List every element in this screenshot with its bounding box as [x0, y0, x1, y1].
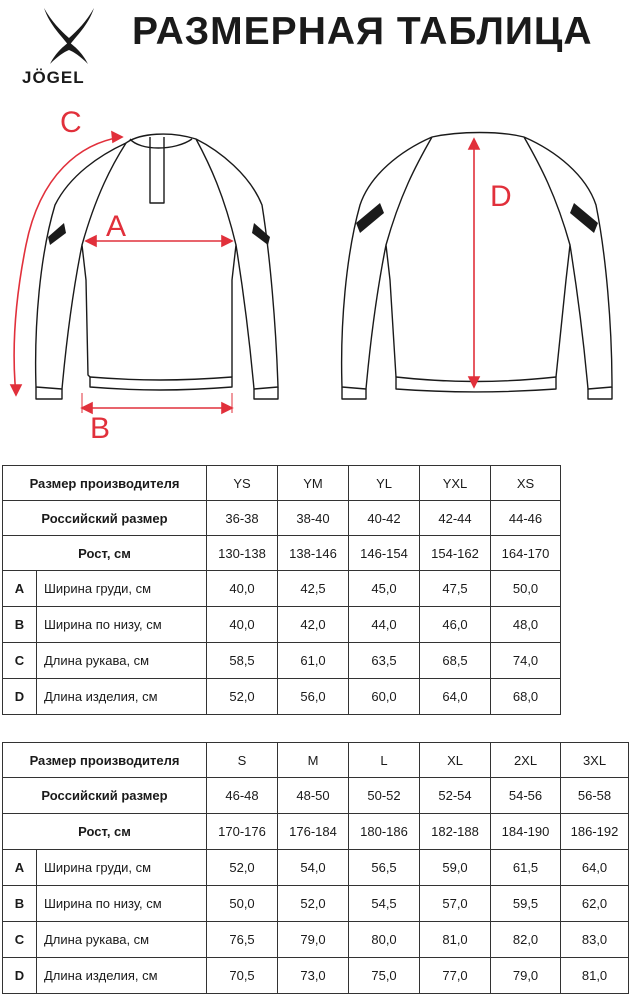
table-cell: 57,0 [420, 886, 491, 922]
measure-letter: A [3, 850, 37, 886]
table-cell: 46-48 [207, 778, 278, 814]
table-row [3, 607, 561, 643]
back-view-sketch [342, 133, 612, 400]
table-cell: 58,5 [207, 643, 278, 679]
table-cell: 64,0 [420, 679, 491, 715]
table-cell: 42,5 [278, 571, 349, 607]
table-row [3, 679, 561, 715]
row-label: Российский размер [3, 778, 207, 814]
table-cell: 46,0 [420, 607, 491, 643]
table-cell: 70,5 [207, 958, 278, 994]
table-cell: 79,0 [278, 922, 349, 958]
front-view-sketch [36, 134, 278, 399]
table-cell: 61,0 [278, 643, 349, 679]
table-cell: 138-146 [278, 536, 349, 571]
table-cell: 52-54 [420, 778, 491, 814]
table-cell: 50,0 [207, 886, 278, 922]
table-cell: 50-52 [349, 778, 420, 814]
size-table-adult [2, 742, 629, 994]
table-cell: 80,0 [349, 922, 420, 958]
table-cell: 48,0 [491, 607, 561, 643]
measure-label-d: D [490, 180, 512, 213]
table-cell: 42,0 [278, 607, 349, 643]
table-cell: 3XL [561, 743, 629, 778]
table-cell: 54-56 [491, 778, 561, 814]
table-cell: 56-58 [561, 778, 629, 814]
table-row [3, 536, 561, 571]
measure-letter: C [3, 922, 37, 958]
table-cell: 54,5 [349, 886, 420, 922]
table-cell: 73,0 [278, 958, 349, 994]
table-cell: 81,0 [561, 958, 629, 994]
table-cell: 48-50 [278, 778, 349, 814]
table-cell: XS [491, 466, 561, 501]
table-cell: YL [349, 466, 420, 501]
table-cell: 180-186 [349, 814, 420, 850]
table-row [3, 466, 561, 501]
measure-letter: C [3, 643, 37, 679]
measure-label: Длина изделия, см [37, 679, 207, 715]
table-cell: 130-138 [207, 536, 278, 571]
table-cell: 54,0 [278, 850, 349, 886]
measure-label: Ширина груди, см [37, 850, 207, 886]
table-row [3, 814, 629, 850]
table-cell: 40-42 [349, 501, 420, 536]
measure-label-b: B [90, 412, 111, 445]
measurement-lines [11, 132, 479, 413]
table-cell: 62,0 [561, 886, 629, 922]
table-row [3, 643, 561, 679]
table-cell: 38-40 [278, 501, 349, 536]
table-cell: 60,0 [349, 679, 420, 715]
table-cell: 56,5 [349, 850, 420, 886]
table-cell: S [207, 743, 278, 778]
garment-diagrams [0, 95, 630, 455]
table-cell: 77,0 [420, 958, 491, 994]
table-cell: 40,0 [207, 607, 278, 643]
table-cell: 184-190 [491, 814, 561, 850]
measure-label: Длина изделия, см [37, 958, 207, 994]
table-cell: 79,0 [491, 958, 561, 994]
row-label: Размер производителя [3, 743, 207, 778]
table-row [3, 778, 629, 814]
table-row [3, 886, 629, 922]
table-row [3, 571, 561, 607]
measure-letter: D [3, 679, 37, 715]
row-label: Размер производителя [3, 466, 207, 501]
measure-label: Ширина по низу, см [37, 607, 207, 643]
measure-label-a: A [106, 210, 127, 243]
table-cell: 47,5 [420, 571, 491, 607]
row-label: Рост, см [3, 814, 207, 850]
brand-logo [18, 6, 118, 90]
table-cell: 59,5 [491, 886, 561, 922]
measure-letter: B [3, 607, 37, 643]
table-cell: 74,0 [491, 643, 561, 679]
table-cell: 56,0 [278, 679, 349, 715]
table-cell: 44-46 [491, 501, 561, 536]
table-cell: M [278, 743, 349, 778]
table-row [3, 958, 629, 994]
table-cell: YXL [420, 466, 491, 501]
row-label: Российский размер [3, 501, 207, 536]
table-cell: 40,0 [207, 571, 278, 607]
table-cell: 2XL [491, 743, 561, 778]
size-table-junior [2, 465, 561, 715]
table-cell: 68,0 [491, 679, 561, 715]
table-cell: 68,5 [420, 643, 491, 679]
table-cell: YM [278, 466, 349, 501]
table-row [3, 850, 629, 886]
table-cell: 76,5 [207, 922, 278, 958]
table-row [3, 922, 629, 958]
table-cell: 164-170 [491, 536, 561, 571]
table-cell: 146-154 [349, 536, 420, 571]
table-cell: 36-38 [207, 501, 278, 536]
table-cell: 83,0 [561, 922, 629, 958]
brand-wordmark: JÖGEL [22, 68, 85, 87]
table-cell: 82,0 [491, 922, 561, 958]
measure-letter: A [3, 571, 37, 607]
table-cell: L [349, 743, 420, 778]
table-cell: 182-188 [420, 814, 491, 850]
table-cell: 50,0 [491, 571, 561, 607]
table-cell: 63,5 [349, 643, 420, 679]
measure-label-c: C [60, 106, 82, 139]
measure-label: Ширина по низу, см [37, 886, 207, 922]
table-cell: 186-192 [561, 814, 629, 850]
table-cell: XL [420, 743, 491, 778]
table-row [3, 501, 561, 536]
measure-letter: B [3, 886, 37, 922]
table-cell: 59,0 [420, 850, 491, 886]
table-cell: 64,0 [561, 850, 629, 886]
table-cell: 81,0 [420, 922, 491, 958]
table-cell: 176-184 [278, 814, 349, 850]
table-cell: YS [207, 466, 278, 501]
measure-label: Ширина груди, см [37, 571, 207, 607]
table-cell: 45,0 [349, 571, 420, 607]
table-row [3, 743, 629, 778]
table-cell: 75,0 [349, 958, 420, 994]
table-cell: 52,0 [278, 886, 349, 922]
table-cell: 61,5 [491, 850, 561, 886]
table-cell: 154-162 [420, 536, 491, 571]
table-cell: 170-176 [207, 814, 278, 850]
page-title: РАЗМЕРНАЯ ТАБЛИЦА [132, 10, 593, 53]
table-cell: 42-44 [420, 501, 491, 536]
jogel-emblem-icon [40, 6, 98, 66]
table-cell: 52,0 [207, 850, 278, 886]
table-cell: 52,0 [207, 679, 278, 715]
measure-label: Длина рукава, см [37, 922, 207, 958]
table-cell: 44,0 [349, 607, 420, 643]
measure-label: Длина рукава, см [37, 643, 207, 679]
row-label: Рост, см [3, 536, 207, 571]
measure-letter: D [3, 958, 37, 994]
